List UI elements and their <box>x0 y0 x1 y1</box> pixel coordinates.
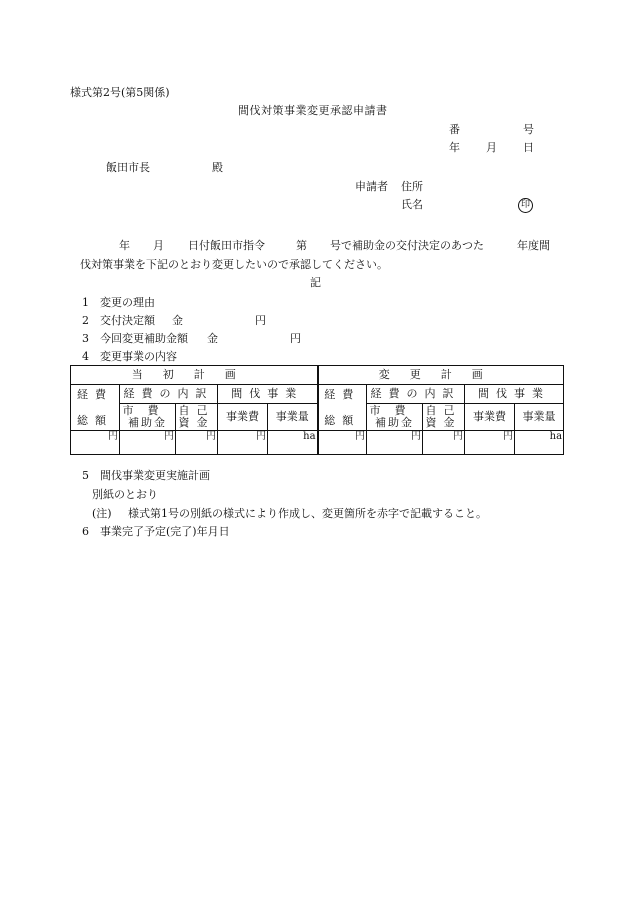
ki-label: 記 <box>310 276 321 289</box>
item-1-text: 変更の理由 <box>100 296 155 309</box>
item-2-yen: 円 <box>255 314 266 327</box>
changed-jigyoryo-ha: ha <box>515 431 564 455</box>
note-text: 様式第1号の別紙の様式により作成し、変更箇所を赤字で記載すること。 <box>128 507 487 520</box>
form-number: 様式第2号(第5関係) <box>70 86 170 99</box>
body-dai: 第 <box>296 239 307 252</box>
item-3-kin: 金 <box>207 332 218 345</box>
item-4-no: 4 <box>82 350 89 363</box>
betsushi-text: 別紙のとおり <box>92 488 158 501</box>
item-6-no: 6 <box>82 525 89 538</box>
changed-plan-header: 変更計画 <box>318 366 564 385</box>
initial-hojokin-yen: 円 <box>120 431 176 455</box>
body-line2: 伐対策事業を下記のとおり変更したいので承認してください。 <box>80 258 388 271</box>
changed-shi-hojokin: 市費 補助金 <box>367 404 423 431</box>
changed-keihi-label: 経費 総額 <box>318 385 367 431</box>
initial-jigyoryo: 事業量 <box>268 404 318 431</box>
seal-mark <box>518 197 533 213</box>
note-label: (注) <box>92 507 112 520</box>
initial-jigyoryo-ha: ha <box>268 431 318 455</box>
changed-jigyohi: 事業費 <box>465 404 515 431</box>
initial-keihi-uchiwake: 経費の内訳 <box>120 385 218 404</box>
initial-kanbatsu-jigyo: 間伐事業 <box>218 385 318 404</box>
changed-jiko-yen: 円 <box>423 431 465 455</box>
initial-total-yen: 円 <box>71 431 120 455</box>
item-3-no: 3 <box>82 332 89 345</box>
body-nendo: 年度間 <box>517 239 550 252</box>
number-suffix: 号 <box>523 123 534 136</box>
item-5-text: 間伐事業変更実施計画 <box>100 469 210 482</box>
applicant-label: 申請者 <box>355 180 388 193</box>
item-1-no: 1 <box>82 296 89 309</box>
item-6-text: 事業完了予定(完了)年月日 <box>100 525 230 538</box>
body-nen: 年 <box>119 239 130 252</box>
document-title: 間伐対策事業変更承認申請書 <box>238 104 388 117</box>
initial-jigyohi: 事業費 <box>218 404 268 431</box>
changed-jigyoryo: 事業量 <box>515 404 564 431</box>
item-3-yen: 円 <box>290 332 301 345</box>
date-day: 日 <box>523 141 534 154</box>
changed-hojokin-yen: 円 <box>367 431 423 455</box>
date-month: 月 <box>486 141 497 154</box>
changed-jiko-shikin: 自己 資金 <box>423 404 465 431</box>
changed-total-yen: 円 <box>318 431 367 455</box>
body-gatsu: 月 <box>153 239 164 252</box>
changed-kanbatsu-jigyo: 間伐事業 <box>465 385 564 404</box>
item-3-text: 今回変更補助金額 <box>100 332 188 345</box>
date-year: 年 <box>449 141 460 154</box>
item-2-text: 交付決定額 <box>100 314 155 327</box>
initial-shi-hojokin: 市費 補助金 <box>120 404 176 431</box>
changed-keihi-uchiwake: 経費の内訳 <box>367 385 465 404</box>
initial-keihi-label: 経費 総額 <box>71 385 120 431</box>
body-hitsuke: 日付飯田市指令 <box>188 239 265 252</box>
seal-icon: 印 <box>518 198 533 213</box>
body-go-text: 号で補助金の交付決定のあつた <box>330 239 484 252</box>
plan-table <box>70 365 564 455</box>
initial-jigyohi-yen: 円 <box>218 431 268 455</box>
item-4-text: 変更事業の内容 <box>100 350 177 363</box>
item-2-no: 2 <box>82 314 89 327</box>
name-label: 氏名 <box>401 198 423 211</box>
changed-jigyohi-yen: 円 <box>465 431 515 455</box>
initial-plan-header: 当初計画 <box>71 366 318 385</box>
addressee-name: 飯田市長 <box>106 161 150 174</box>
initial-jiko-shikin: 自己 資金 <box>176 404 218 431</box>
addressee-honorific: 殿 <box>212 161 223 174</box>
address-label: 住所 <box>401 180 423 193</box>
number-label: 番 <box>449 123 460 136</box>
item-2-kin: 金 <box>172 314 183 327</box>
item-5-no: 5 <box>82 469 89 482</box>
initial-jiko-yen: 円 <box>176 431 218 455</box>
